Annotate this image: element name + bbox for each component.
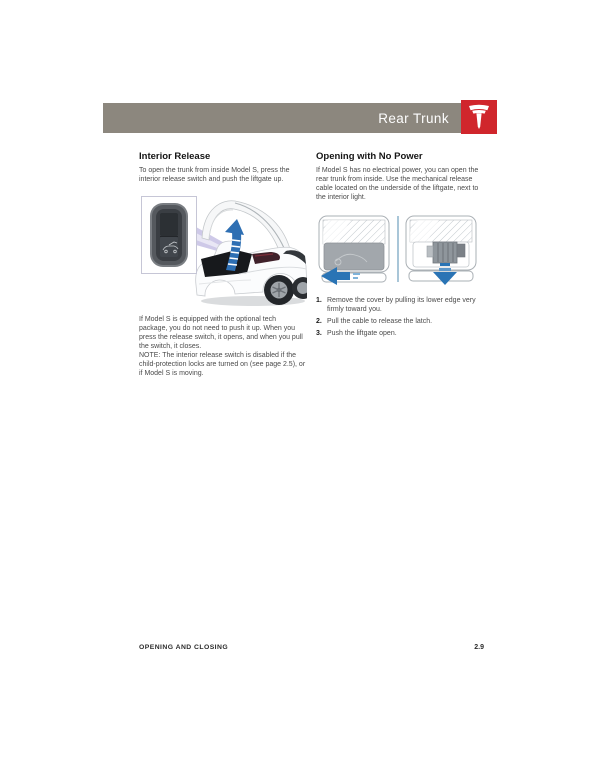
step-3-number: 3. xyxy=(316,330,322,337)
step-1-text: Remove the cover by pulling its lower edge very firmly toward you. xyxy=(327,297,476,313)
left-column xyxy=(139,152,306,378)
chapter-header-bar xyxy=(103,103,497,133)
diagram-divider xyxy=(397,216,399,282)
no-power-diagrams xyxy=(316,214,484,290)
step-2-number: 2. xyxy=(316,318,322,325)
step-1-number: 1. xyxy=(316,297,322,304)
tech-package-para: If Model S is equipped with the optional tech package, you do not need to push it up. When you press the release switch, it opens, and when you pull the switch, it closes. xyxy=(139,316,303,350)
no-power-para: If Model S has no electrical power, you can open the rear trunk from inside. Use the mechanical release cable located on the underside of the liftgate, next to the interior light. xyxy=(316,167,479,201)
interior-release-para: To open the trunk from inside Model S, press the interior release switch and push the liftgate up. xyxy=(139,167,290,183)
step-2 xyxy=(316,317,484,326)
step-2-text: Pull the cable to release the latch. xyxy=(327,318,433,325)
pull-cable-diagram xyxy=(403,214,481,286)
step-3 xyxy=(316,329,484,338)
page-footer xyxy=(139,644,484,651)
footer-page-number: 2.9 xyxy=(474,644,484,651)
footer-section-title: OPENING AND CLOSING xyxy=(139,644,229,651)
remove-cover-diagram xyxy=(316,214,394,286)
chapter-title: Rear Trunk xyxy=(378,110,449,126)
tesla-logo-icon xyxy=(461,100,497,134)
step-3-text: Push the liftgate open. xyxy=(327,330,397,337)
steps-list xyxy=(316,296,484,338)
no-power-heading: Opening with No Power xyxy=(316,151,423,162)
right-column xyxy=(316,152,484,341)
interior-release-heading: Interior Release xyxy=(139,151,211,162)
cover-panel xyxy=(324,243,384,270)
interior-release-illustration xyxy=(139,192,307,310)
step-1 xyxy=(316,296,484,314)
tesla-t-glyph xyxy=(467,104,491,130)
note-para: NOTE: The interior release switch is disabled if the child-protection locks are turned on (see page 2.5), or if Model S is moving. xyxy=(139,352,306,377)
